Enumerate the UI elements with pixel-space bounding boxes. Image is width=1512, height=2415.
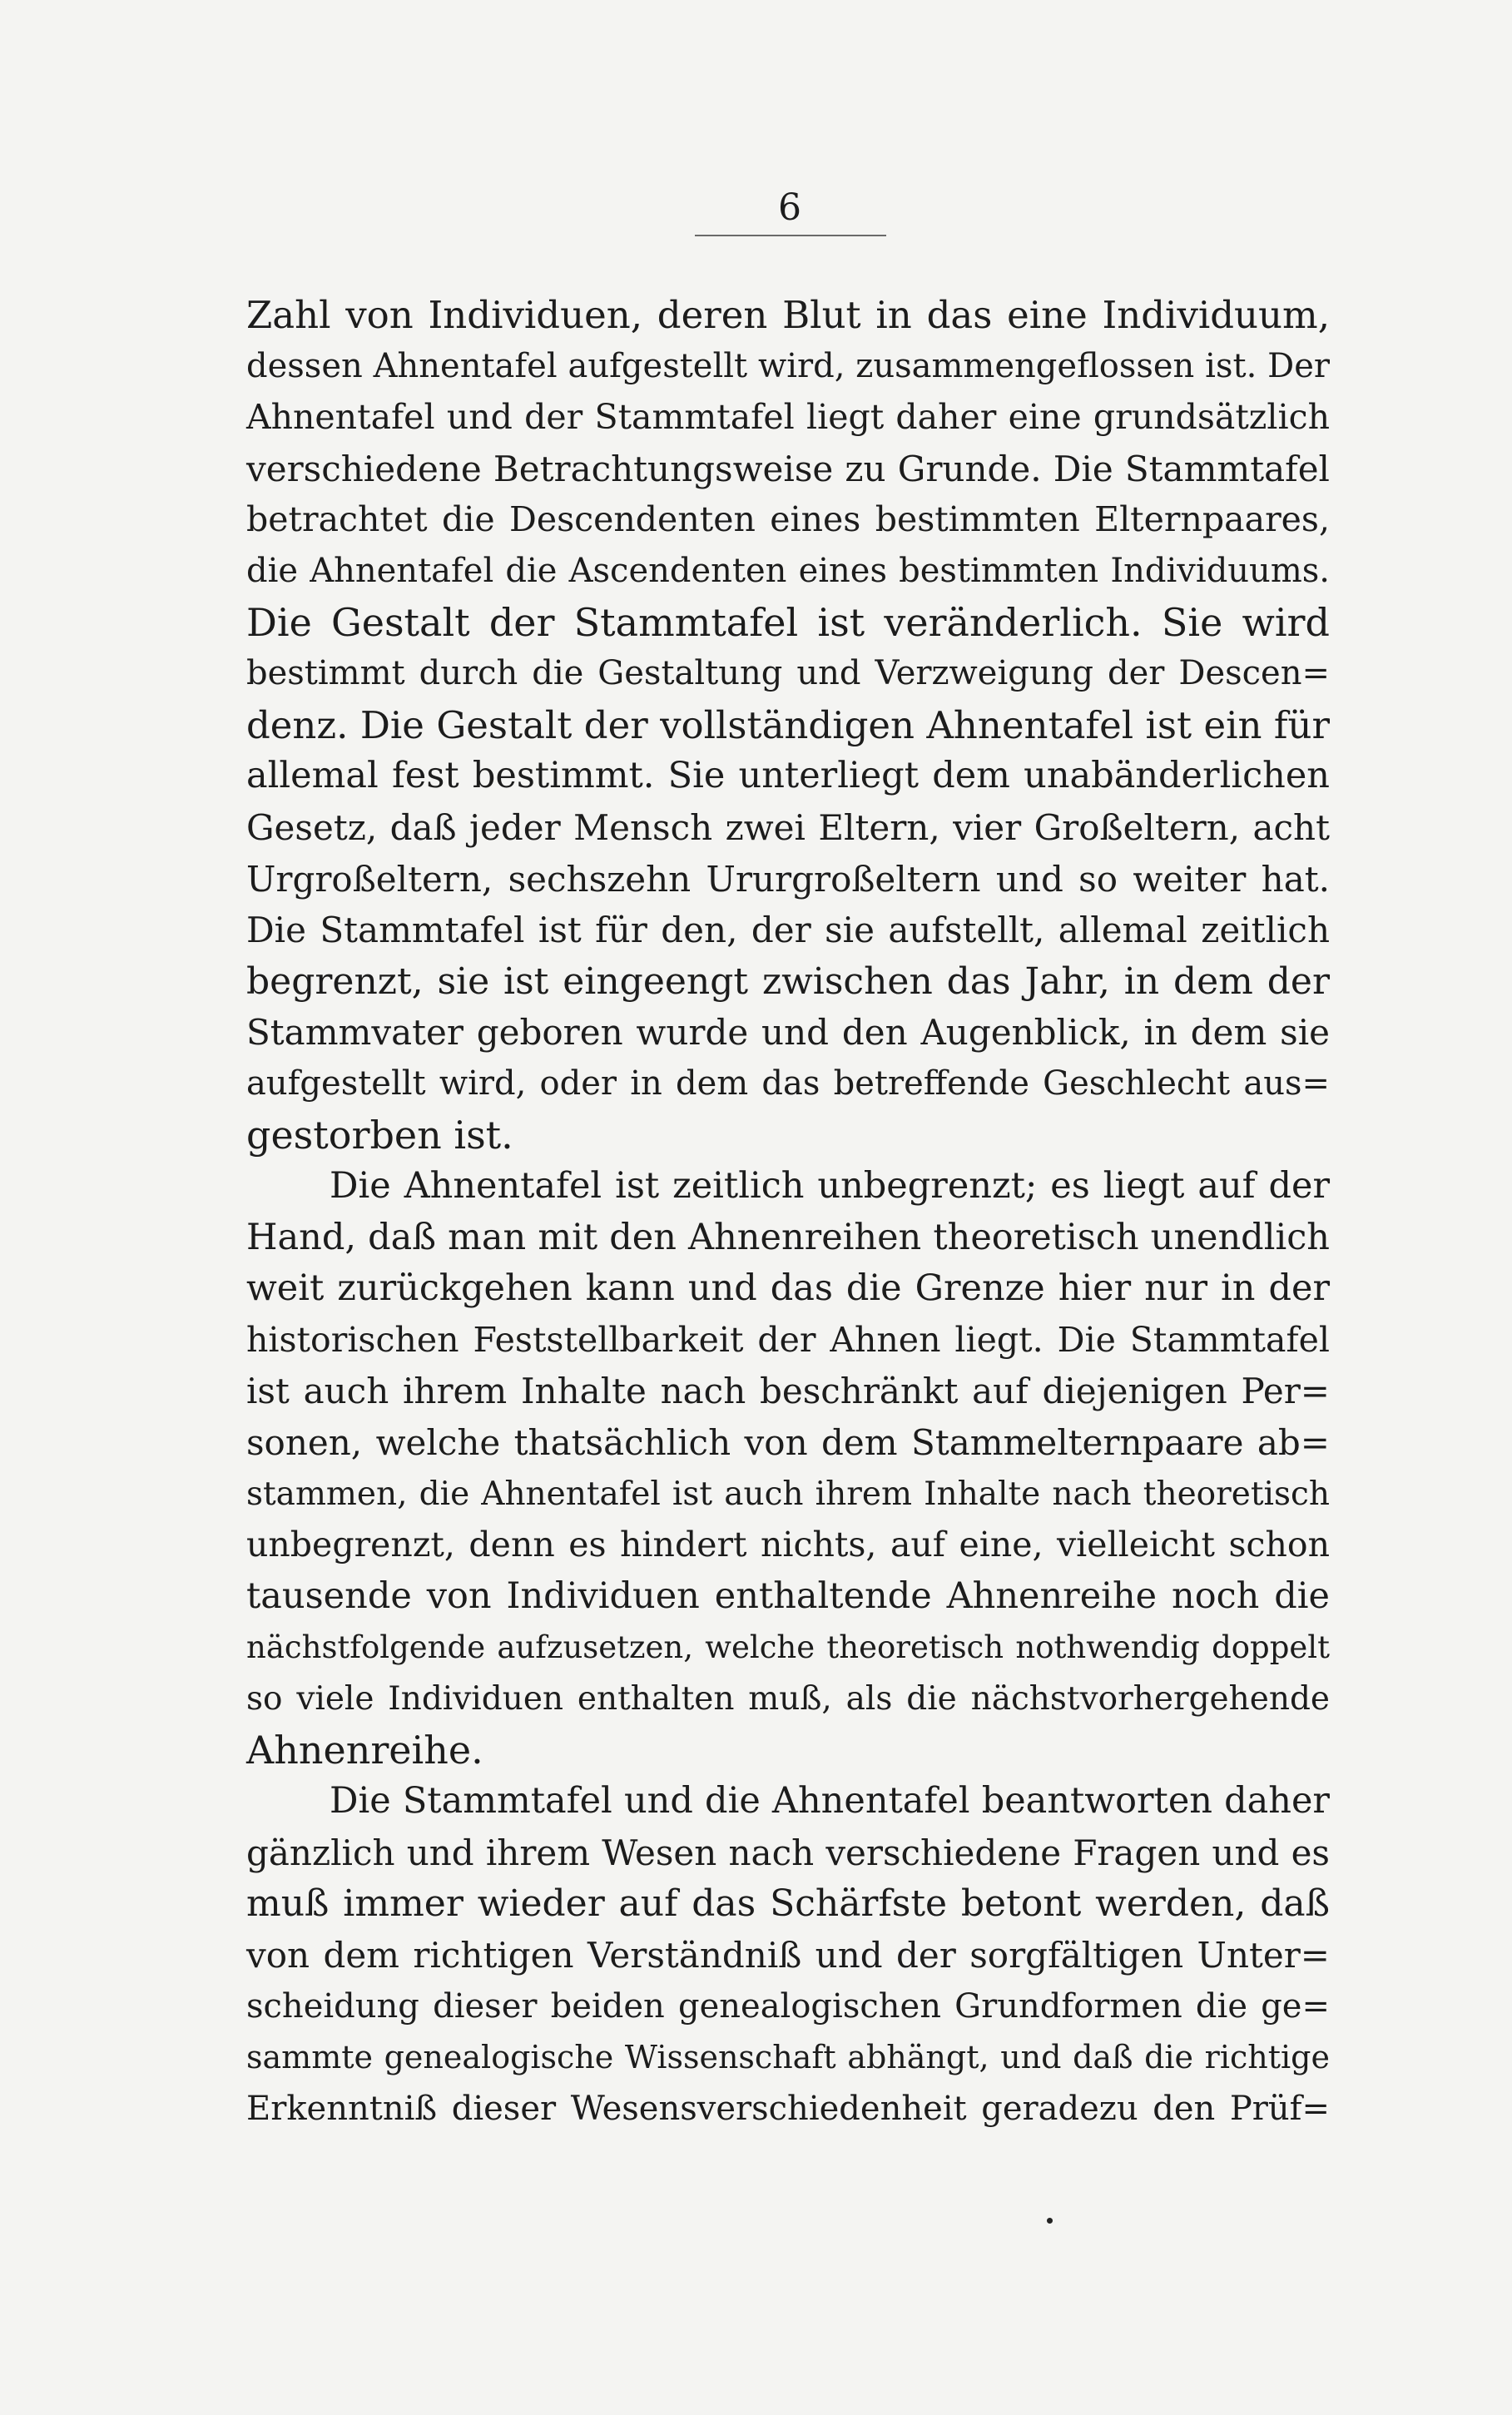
paragraph bbox=[246, 290, 1330, 1161]
text-line: denz. Die Gestalt der vollständigen Ahnentafel ist ein für bbox=[246, 702, 1330, 747]
text-line: Gesetz, daß jeder Mensch zwei Eltern, vier Großeltern, acht bbox=[246, 806, 1330, 848]
ink-speck bbox=[1047, 2218, 1053, 2224]
text-line: Stammvater geboren wurde und den Augenblick, in dem sie bbox=[246, 1012, 1330, 1054]
paragraph bbox=[246, 1161, 1330, 1776]
text-line: ist auch ihrem Inhalte nach beschränkt auf diejenigen Per= bbox=[246, 1371, 1330, 1412]
text-line: gestorben ist. bbox=[246, 1112, 513, 1158]
text-line: sonen, welche thatsächlich von dem Stammelternpaare ab= bbox=[246, 1422, 1330, 1464]
text-line: aufgestellt wird, oder in dem das betreffende Geschlecht aus= bbox=[246, 1064, 1330, 1103]
text-line: tausende von Individuen enthaltende Ahnenreihe noch die bbox=[246, 1574, 1330, 1617]
text-line: Ahnentafel und der Stammtafel liegt daher eine grundsätzlich bbox=[246, 397, 1330, 438]
text-line: betrachtet die Descendenten eines bestimmten Elternpaares, bbox=[246, 499, 1330, 540]
text-line: sammte genealogische Wissenschaft abhängt, und daß die richtige bbox=[246, 2039, 1330, 2076]
text-line: Zahl von Individuen, deren Blut in das eine Individuum, bbox=[246, 293, 1330, 337]
text-line: muß immer wieder auf das Schärfste betont werden, daß bbox=[246, 1882, 1330, 1926]
text-line: Erkenntniß dieser Wesensverschiedenheit geradezu den Prüf= bbox=[246, 2089, 1330, 2128]
text-line: Die Ahnentafel ist zeitlich unbegrenzt; es liegt auf der bbox=[330, 1165, 1330, 1208]
body-text bbox=[246, 290, 1330, 2135]
text-line: begrenzt, sie ist eingeengt zwischen das Jahr, in dem der bbox=[246, 960, 1330, 1003]
text-line: historischen Feststellbarkeit der Ahnen liegt. Die Stammtafel bbox=[246, 1319, 1330, 1360]
paragraph bbox=[246, 1776, 1330, 2135]
text-line: Hand, daß man mit den Ahnenreihen theoretisch unendlich bbox=[246, 1216, 1330, 1258]
text-line: Urgroßeltern, sechszehn Ururgroßeltern und so weiter hat. bbox=[246, 858, 1330, 900]
text-line: nächstfolgende aufzusetzen, welche theoretisch nothwendig doppelt bbox=[246, 1629, 1330, 1666]
text-line: Die Stammtafel ist für den, der sie aufstellt, allemal zeitlich bbox=[246, 910, 1330, 951]
text-line: die Ahnentafel die Ascendenten eines bestimmten Individuums. bbox=[246, 551, 1330, 590]
text-line: allemal fest bestimmt. Sie unterliegt dem unabänderlichen bbox=[246, 755, 1330, 797]
text-line: bestimmt durch die Gestaltung und Verzweigung der Descen= bbox=[246, 654, 1330, 693]
text-line: verschiedene Betrachtungsweise zu Grunde. Die Stammtafel bbox=[246, 448, 1330, 489]
text-line: weit zurückgehen kann und das die Grenze hier nur in der bbox=[246, 1267, 1330, 1310]
text-line: so viele Individuen enthalten muß, als die nächstvorhergehende bbox=[246, 1680, 1330, 1718]
header-rule bbox=[695, 235, 886, 236]
text-line: gänzlich und ihrem Wesen nach verschiedene Fragen und es bbox=[246, 1832, 1330, 1873]
text-line: Die Gestalt der Stammtafel ist veränderlich. Sie wird bbox=[246, 599, 1330, 645]
text-line: Ahnenreihe. bbox=[246, 1727, 483, 1773]
text-line: von dem richtigen Verständniß und der sorgfältigen Unter= bbox=[246, 1935, 1330, 1976]
text-line: scheidung dieser beiden genealogischen Grundformen die ge= bbox=[246, 1986, 1330, 2026]
text-line: Die Stammtafel und die Ahnentafel beantworten daher bbox=[330, 1780, 1330, 1822]
page-number: 6 bbox=[778, 186, 801, 229]
text-line: dessen Ahnentafel aufgestellt wird, zusammengeflossen ist. Der bbox=[246, 346, 1330, 385]
text-line: stammen, die Ahnentafel ist auch ihrem Inhalte nach theoretisch bbox=[246, 1475, 1330, 1513]
text-line: unbegrenzt, denn es hindert nichts, auf eine, vielleicht schon bbox=[246, 1525, 1330, 1565]
